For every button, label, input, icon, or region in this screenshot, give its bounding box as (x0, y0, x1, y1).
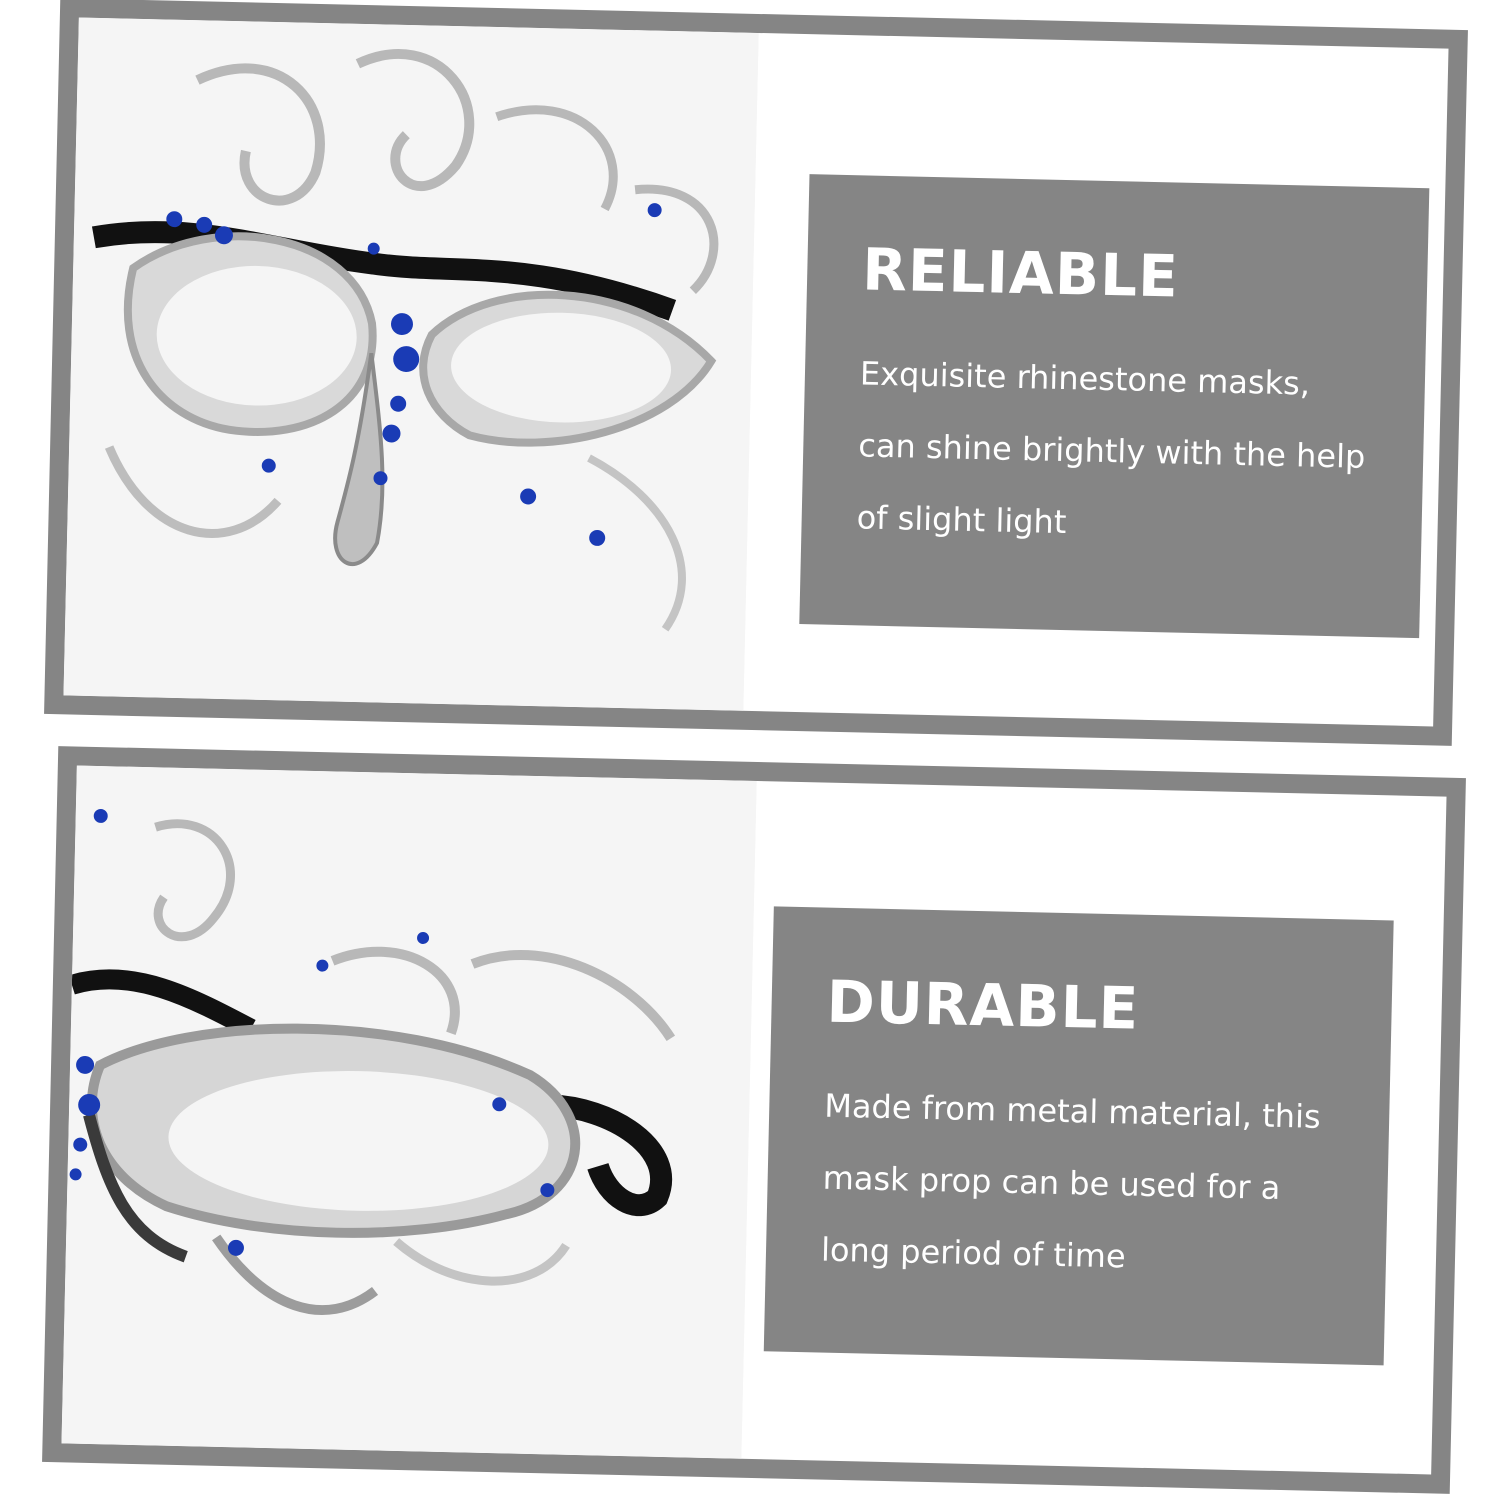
feature-description: Exquisite rhinestone masks, can shine brightly with the help of slight light (856, 354, 1366, 542)
feature-box-reliable (799, 174, 1429, 638)
feature-title: DURABLE (825, 967, 1140, 1043)
mask-photo-front (63, 18, 758, 711)
mask-illustration (61, 766, 756, 1459)
feature-panel-durable (42, 746, 1466, 1494)
feature-box-durable (764, 906, 1394, 1365)
feature-title: RELIABLE (861, 235, 1180, 311)
mask-illustration (63, 18, 758, 711)
feature-description: Made from metal material, this mask prop can be used for a long period of time (820, 1086, 1322, 1276)
mask-photo-side (61, 766, 756, 1459)
feature-panel-reliable (44, 0, 1468, 746)
